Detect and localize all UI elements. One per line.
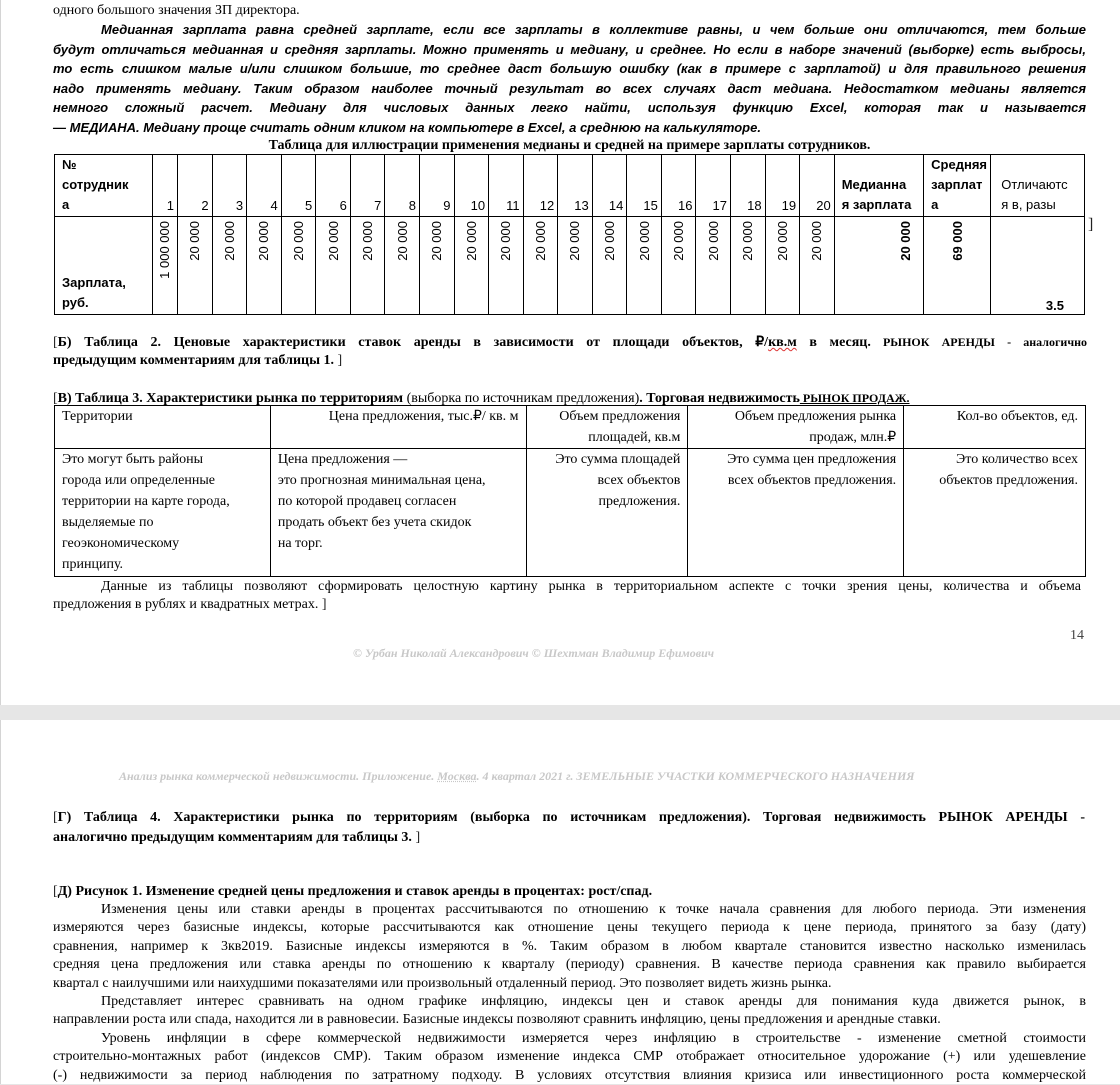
section-d-title bbox=[53, 882, 652, 902]
salary-cell bbox=[558, 217, 593, 315]
cell-count bbox=[904, 449, 1086, 577]
salary-cell bbox=[152, 217, 177, 315]
header-price: Цена предложения, тыс.₽/ кв. м bbox=[270, 406, 526, 449]
salary-value: 20 000 bbox=[360, 221, 376, 261]
mean-value: 69 000 bbox=[949, 221, 965, 261]
salary-value: 20 000 bbox=[774, 221, 790, 261]
paragraph-line: измеряются через базисные индексы, которые рассчитываются как отношение цены текущего периода к цене периода, принятого за базу (дату) bbox=[53, 920, 1086, 936]
bracket-mark: [ bbox=[53, 884, 58, 899]
section-b-title-tail: в месяц. bbox=[796, 335, 871, 350]
employee-number-cell: 4 bbox=[247, 155, 282, 217]
salary-cell bbox=[385, 217, 420, 315]
market-table bbox=[54, 405, 1086, 577]
median-paragraph-line: то есть слишком малые и/или слишком большие, то среднее даст большую ошибку (как в примере с зарплатой) и для правильного решения bbox=[53, 61, 1086, 77]
bracket-mark: ] bbox=[415, 830, 421, 845]
salary-value: 20 000 bbox=[498, 221, 514, 261]
salary-cell bbox=[281, 217, 316, 315]
footer-watermark: © Урбан Николай Александрович © Шехтман Владимир Ефимович bbox=[353, 646, 715, 660]
median-paragraph-line: будут отличаться медианная и средняя зарплаты. Можно применять и медиану, и среднее. Но если в наборе значений (выборке) есть выбросы, bbox=[53, 41, 1086, 57]
paragraph-line: средняя цена предложения или ставка аренды по отношению к кварталу (периоду) сравнения. В качестве периода сравнения как правило выбирается bbox=[53, 957, 1086, 973]
salary-value: 20 000 bbox=[602, 221, 618, 261]
salary-value: 20 000 bbox=[671, 221, 687, 261]
bracket-mark: [ bbox=[53, 391, 58, 406]
header-count: Кол-во объектов, ед. bbox=[904, 406, 1086, 449]
salary-value: 20 000 bbox=[187, 221, 203, 261]
salary-cell bbox=[212, 217, 247, 315]
salary-value: 20 000 bbox=[325, 221, 341, 261]
salary-cell bbox=[350, 217, 385, 315]
salary-value: 20 000 bbox=[532, 221, 548, 261]
label-line: руб. bbox=[62, 295, 89, 310]
employee-number-cell: 3 bbox=[212, 155, 247, 217]
bracket-mark: ] bbox=[321, 597, 327, 613]
cell-line: всех объектов предложения. bbox=[727, 473, 897, 488]
salary-cell bbox=[419, 217, 454, 315]
cell-line: Цена предложения — bbox=[277, 452, 408, 467]
employee-number-cell: 17 bbox=[696, 155, 731, 217]
header-line: я зарплата bbox=[841, 197, 912, 212]
header-line: Медианна bbox=[841, 177, 907, 192]
salary-cell bbox=[247, 217, 282, 315]
header-watermark bbox=[119, 769, 915, 784]
section-v-normal: (выборка по источникам предложения) bbox=[403, 391, 640, 406]
employee-number-cell: 20 bbox=[800, 155, 835, 217]
paragraph-line: Изменения цены или ставки аренды в процентах рассчитываются по отношению к точке начала сравнения для любого периода. Эти изменения bbox=[101, 902, 1086, 917]
employee-number-cell: 11 bbox=[489, 155, 524, 217]
salary-cell bbox=[316, 217, 351, 315]
cell-line: Это могут быть районы bbox=[62, 452, 204, 467]
header-line: я в, разы bbox=[1001, 197, 1056, 212]
paragraph-2 bbox=[53, 993, 1086, 1030]
employee-number-cell: 9 bbox=[419, 155, 454, 217]
employee-number-cell: 8 bbox=[385, 155, 420, 217]
median-paragraph bbox=[53, 20, 1086, 138]
salary-value: 20 000 bbox=[567, 221, 583, 261]
cell-line: объектов предложения. bbox=[939, 473, 1078, 488]
section-g-line2-text: аналогично предыдущим комментариям для таблицы 3. bbox=[53, 830, 412, 845]
cell-line: предложения. bbox=[598, 494, 681, 509]
salary-value: 20 000 bbox=[809, 221, 825, 261]
salary-cell bbox=[765, 217, 800, 315]
salary-value: 20 000 bbox=[394, 221, 410, 261]
paragraph-line: направлении роста или спада, находится ли в равновесии. Базисные индексы позволяют сравнить инфляцию, цены предложения и арендные ставки. bbox=[53, 1012, 941, 1028]
header-sales-volume bbox=[688, 406, 904, 449]
bracket-mark: [ bbox=[53, 810, 58, 825]
cell-price bbox=[270, 449, 526, 577]
employee-number-cell: 19 bbox=[765, 155, 800, 217]
salary-value: 20 000 bbox=[636, 221, 652, 261]
salary-value-row bbox=[55, 217, 1085, 315]
salary-value: 20 000 bbox=[705, 221, 721, 261]
header-line: Средняя bbox=[931, 157, 988, 172]
salary-row-label bbox=[55, 217, 153, 315]
salary-value: 20 000 bbox=[740, 221, 756, 261]
salary-value: 20 000 bbox=[221, 221, 237, 261]
salary-cell bbox=[800, 217, 835, 315]
section-b-caps: РЫНОК АРЕНДЫ - аналогично bbox=[870, 335, 1088, 349]
employee-number-cell: 13 bbox=[558, 155, 593, 217]
median-paragraph-line: немного сложный расчет. Медиану для числовых данных легко найти, используя функцию Excel, которая так и называется bbox=[53, 100, 1086, 116]
paragraph-line: Представляет интерес сравнивать на одном графике инфляцию, индексы цен и ставок аренды для понимания куда движется рынок, в bbox=[101, 994, 1086, 1009]
median-header bbox=[834, 155, 923, 217]
employee-number-cell: 14 bbox=[592, 155, 627, 217]
employee-number-cell: 12 bbox=[523, 155, 558, 217]
cell-line: на торг. bbox=[277, 536, 323, 551]
salary-value: 20 000 bbox=[290, 221, 306, 261]
salary-value: 20 000 bbox=[463, 221, 479, 261]
salary-cell bbox=[178, 217, 213, 315]
salary-cell bbox=[627, 217, 662, 315]
section-g-line1 bbox=[53, 808, 1085, 828]
salary-cell bbox=[454, 217, 489, 315]
section-v-bold: В) Таблица 3. Характеристики рынка по территориям bbox=[57, 391, 404, 406]
section-v-caps: РЫНОК ПРОДАЖ. bbox=[799, 391, 910, 405]
cell-area-volume bbox=[526, 449, 688, 577]
employee-number-cell: 10 bbox=[454, 155, 489, 217]
employee-number-cell: 18 bbox=[731, 155, 766, 217]
header-line: сотрудник bbox=[62, 177, 129, 192]
salary-cell bbox=[696, 217, 731, 315]
diff-header bbox=[991, 155, 1085, 217]
header-line: площадей, кв.м bbox=[588, 430, 681, 445]
mean-header bbox=[924, 155, 991, 217]
employee-number-cell: 7 bbox=[350, 155, 385, 217]
label-line: Зарплата, bbox=[62, 275, 126, 290]
section-b-title: Б) Таблица 2. Ценовые характеристики ставок аренды в зависимости от площади объектов, ₽/ bbox=[57, 335, 769, 350]
page-number: 14 bbox=[1070, 628, 1084, 643]
table-end-mark: ] bbox=[1088, 216, 1094, 233]
employee-number-cell: 16 bbox=[661, 155, 696, 217]
header-line: Объем предложения рынка bbox=[734, 409, 897, 424]
cell-sales-volume bbox=[688, 449, 904, 577]
section-d-title-text: Д) Рисунок 1. Изменение средней цены предложения и ставок аренды в процентах: рост/спад. bbox=[57, 884, 653, 899]
header-line: продаж, млн.₽ bbox=[809, 430, 897, 445]
bracket-mark: [ bbox=[53, 335, 58, 350]
employee-number-cell: 1 bbox=[152, 155, 177, 217]
top-line: одного большого значения ЗП директора. bbox=[53, 3, 300, 18]
salary-cell bbox=[731, 217, 766, 315]
cell-territories bbox=[55, 449, 271, 577]
employee-number-cell: 5 bbox=[281, 155, 316, 217]
salary-cell bbox=[489, 217, 524, 315]
cell-line: территории на карте города, bbox=[62, 494, 230, 509]
paragraph-1 bbox=[53, 901, 1086, 993]
paragraph-line: квартал с наилучшими или наихудшими показателями или произвольный отдаленный период. Это позволяет видеть жизнь рынка. bbox=[53, 975, 832, 991]
salary-table-caption: Таблица для иллюстрации применения медианы и средней на примере зарплаты сотрудников. bbox=[268, 138, 871, 153]
unit-text: кв.м bbox=[768, 335, 797, 350]
cell-line: Это количество всех bbox=[956, 452, 1078, 467]
salary-cell bbox=[661, 217, 696, 315]
cell-line: города или определенные bbox=[62, 473, 215, 488]
header-line: Отличаютс bbox=[1001, 177, 1068, 192]
header-territories: Территории bbox=[55, 406, 271, 449]
employee-number-header bbox=[55, 155, 153, 217]
paragraph-line: (-) недвижимости за период наблюдения по затратному подходу. В условиях отсутствия влияния кризиса или инвестиционного роста коммерческой bbox=[53, 1067, 1086, 1083]
paragraph-line: строительно-монтажных работ (индексов СМР). Таким образом изменение индекса СМР отображает относительное удорожание (+) или удешевление bbox=[53, 1049, 1086, 1065]
paragraph-line-text: предложения в рублях и квадратных метрах. bbox=[53, 597, 319, 613]
market-header-row bbox=[55, 406, 1086, 449]
salary-table bbox=[54, 154, 1085, 315]
section-b-line1 bbox=[53, 332, 1087, 353]
header-line: зарплат bbox=[931, 177, 983, 192]
cell-line: всех объектов bbox=[597, 473, 681, 488]
header-line: а bbox=[931, 197, 939, 212]
header-watermark-b: Москва bbox=[437, 769, 477, 783]
cell-line: принципу. bbox=[62, 557, 124, 572]
section-g-title: Г) Таблица 4. Характеристики рынка по территориям (выборка по источникам предложения). Торговая недвижимость bbox=[57, 810, 926, 825]
section-v-bold2: . Торговая недвижимость bbox=[639, 391, 800, 406]
bracket-mark: ] bbox=[337, 353, 343, 368]
cell-line: продать объект без учета скидок bbox=[277, 515, 472, 530]
employee-number-cell: 15 bbox=[627, 155, 662, 217]
employee-number-cell: 2 bbox=[178, 155, 213, 217]
median-paragraph-line: — МЕДИАНА. Медиану проще считать одним кликом на компьютере в Excel, а среднюю на калькуляторе. bbox=[53, 119, 761, 135]
median-paragraph-line: надо применять медиану. Таким образом наиболее точный результат во всех случаях даст медиана. Недостатком медианы является bbox=[53, 80, 1086, 96]
market-body-row bbox=[55, 449, 1086, 577]
section-g-line2 bbox=[53, 828, 420, 848]
paragraph-line: Уровень инфляции в сфере коммерческой недвижимости измеряется через инфляцию в строительстве - изменение сметной стоимости bbox=[101, 1031, 1086, 1046]
median-cell bbox=[834, 217, 923, 315]
cell-line: Это сумма цен предложения bbox=[727, 452, 897, 467]
section-g-caps: РЫНОК АРЕНДЫ - bbox=[925, 810, 1085, 825]
cell-line: выделяемые по bbox=[62, 515, 154, 530]
section-b-line2 bbox=[53, 351, 342, 371]
header-line: а bbox=[62, 197, 70, 212]
salary-header-row bbox=[55, 155, 1085, 217]
document-page-2 bbox=[0, 720, 1120, 1084]
header-line: Объем предложения bbox=[559, 409, 681, 424]
median-paragraph-line: Медианная зарплата равна средней зарплате, если все зарплаты в коллективе равны, и чем больше они отличаются, тем больше bbox=[101, 22, 1086, 37]
paragraph-3 bbox=[53, 1030, 1086, 1085]
paragraph-line: сравнения, например к 3кв2019. Базисные индексы измеряются в %. Таким образом в любом квартале становится известно насколько изменилась bbox=[53, 938, 1086, 954]
salary-cell bbox=[592, 217, 627, 315]
header-watermark-c: . 4 квартал 2021 г. ЗЕМЕЛЬНЫЕ УЧАСТКИ КОММЕРЧЕСКОГО НАЗНАЧЕНИЯ bbox=[476, 769, 915, 783]
median-value: 20 000 bbox=[898, 221, 914, 261]
salary-value: 20 000 bbox=[256, 221, 272, 261]
mean-cell bbox=[924, 217, 991, 315]
cell-line: геоэкономическому bbox=[62, 536, 180, 551]
salary-value: 1 000 000 bbox=[157, 221, 173, 279]
header-line: № bbox=[62, 157, 77, 172]
cell-line: по которой продавец согласен bbox=[277, 494, 457, 509]
paragraph-line bbox=[53, 596, 1081, 614]
employee-number-cell: 6 bbox=[316, 155, 351, 217]
section-b-line2-text: предыдущим комментариям для таблицы 1. bbox=[53, 353, 335, 368]
salary-value: 20 000 bbox=[429, 221, 445, 261]
header-watermark-a: Анализ рынка коммерческой недвижимости. Приложение. bbox=[119, 769, 438, 783]
cell-line: Это сумма площадей bbox=[555, 452, 681, 467]
after-table-paragraph bbox=[53, 578, 1081, 615]
salary-cell bbox=[523, 217, 558, 315]
diff-cell: 3.5 bbox=[991, 217, 1085, 315]
cell-line: это прогнозная минимальная цена, bbox=[277, 473, 486, 488]
paragraph-line: Данные из таблицы позволяют сформировать целостную картину рынка в территориальном аспекте с точки зрения цены, количества и объема bbox=[101, 579, 1081, 594]
header-area-volume bbox=[526, 406, 688, 449]
